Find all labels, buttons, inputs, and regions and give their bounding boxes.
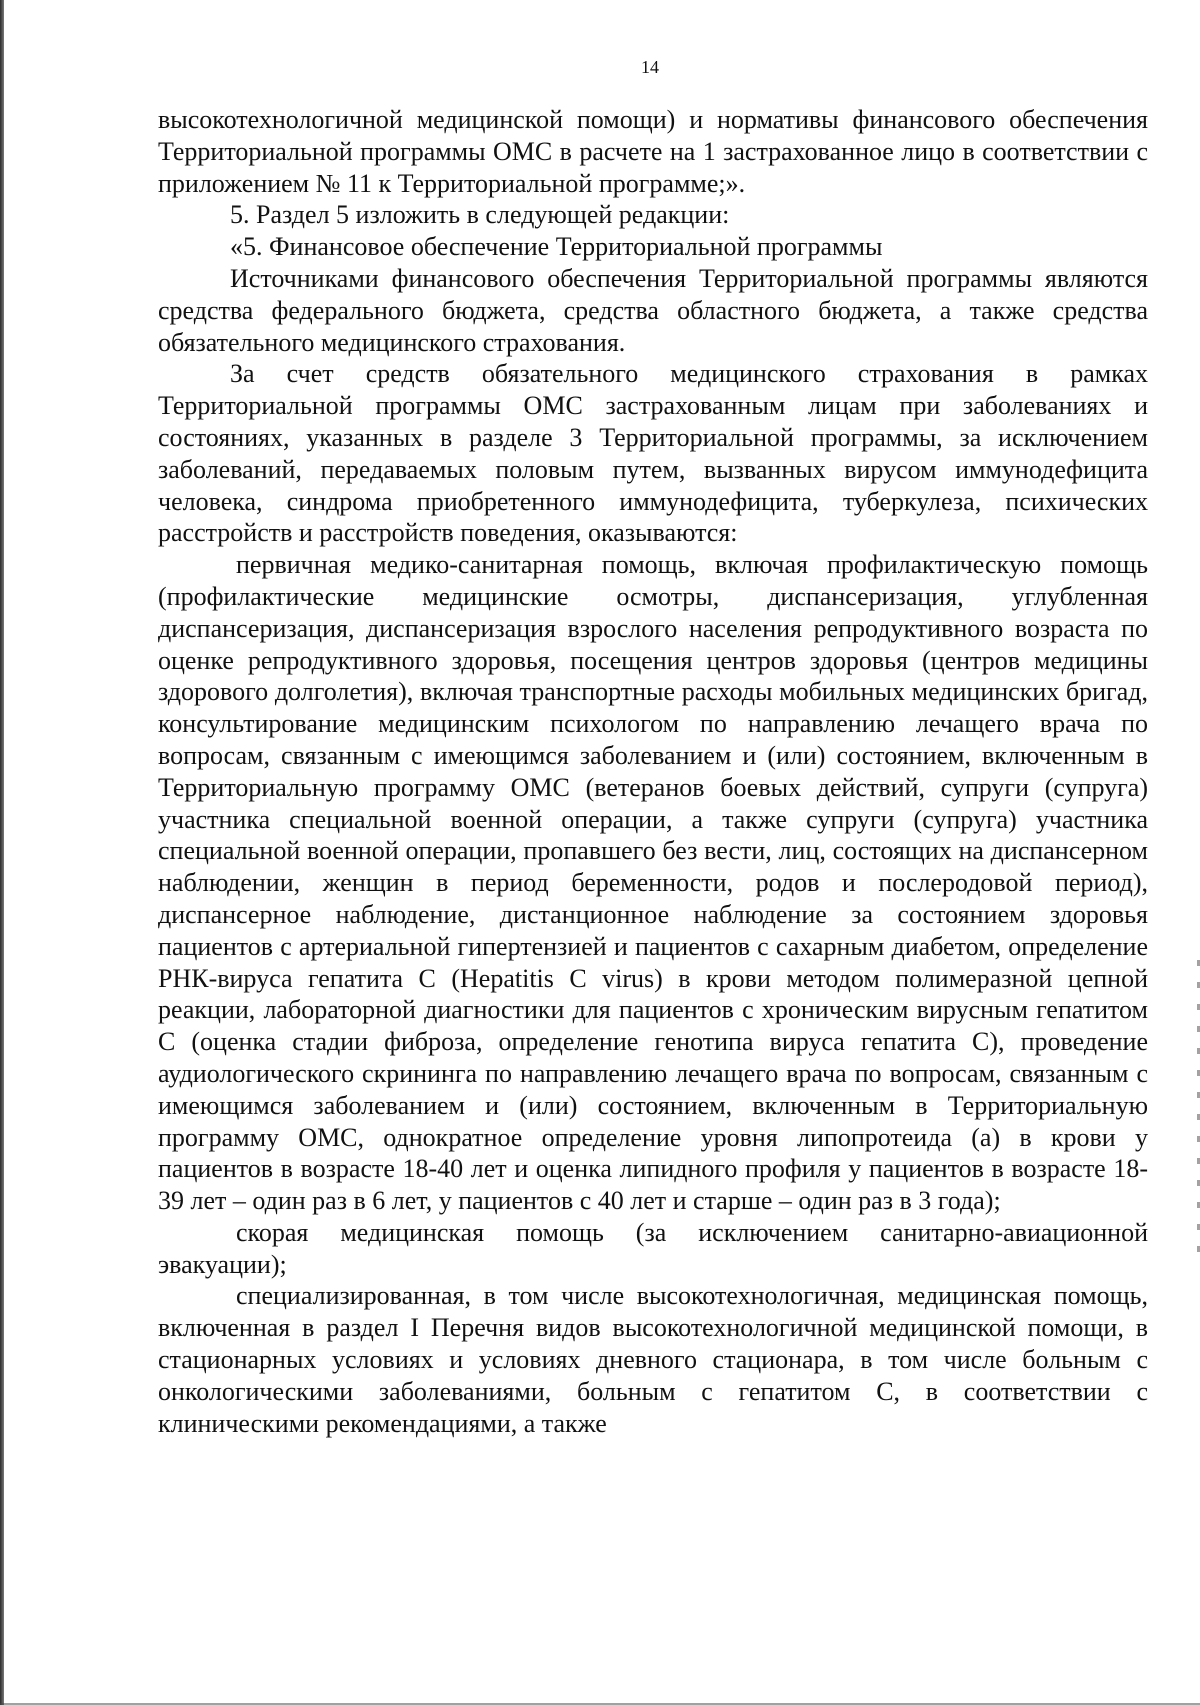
paragraph-specialized-care: специализированная, в том числе высокотехнологичная, медицинская помощь, включенная в раздел I Перечня видов высокотехнологичной медицинской помощи, в стационарных условиях и условиях дневного стационара, в том числе больным с онкологическими заболеваниями, больным с гепатитом С, в соответствии с клиническими рекомендациями, а также bbox=[158, 1281, 1148, 1438]
page-number: 14 bbox=[641, 57, 659, 77]
section-heading: «5. Финансовое обеспечение Территориальной программы bbox=[230, 232, 883, 262]
paragraph-funding-sources: Источниками финансового обеспечения Территориальной программы являются средства федерального бюджета, средства областного бюджета, а также средства обязательного медицинского страхования. bbox=[158, 263, 1148, 357]
paragraph-emergency-care: скорая медицинская помощь (за исключением санитарно-авиационной эвакуации); bbox=[158, 1217, 1148, 1279]
paragraph-continuation: высокотехнологичной медицинской помощи) и нормативы финансового обеспечения Территориальной программы ОМС в расчете на 1 застрахованное лицо в соответствии с приложением № 11 к Территориальной программе;». bbox=[158, 105, 1148, 198]
scan-edge-left bbox=[0, 0, 4, 1705]
paragraph-section-instruction: 5. Раздел 5 изложить в следующей редакции: bbox=[230, 200, 730, 230]
paragraph-oms-scope: За счет средств обязательного медицинского страхования в рамках Территориальной программы ОМС застрахованным лицам при заболеваниях и состояниях, указанных в разделе 3 Территориальной программы, за исключением заболеваний, передаваемых половым путем, вызванных вирусом иммунодефицита человека, синдрома приобретенного иммунодефицита, туберкулеза, психических расстройств и расстройств поведения, оказываются: bbox=[158, 359, 1148, 548]
document-body bbox=[158, 104, 1148, 1439]
paragraph-primary-care: первичная медико-санитарная помощь, включая профилактическую помощь (профилактические медицинские осмотры, диспансеризация, углубленная диспансеризация, диспансеризация взрослого населения репродуктивного возраста по оценке репродуктивного здоровья, посещения центров здоровья (центров медицины здорового долголетия), включая транспортные расходы мобильных медицинских бригад, консультирование медицинским психологом по направлению лечащего врача по вопросам, связанным с имеющимся заболеванием и (или) состоянием, включенным в Территориальную программу ОМС (ветеранов боевых действий, супруги (супруга) участника специальной военной операции, а также супруги (супруга) участника специальной военной операции, пропавшего без вести, лиц, состоящих на диспансерном наблюдении, женщин в период беременности, родов и послеродовой период), диспансерное наблюдение, дистанционное наблюдение за состоянием здоровья пациентов с артериальной гипертензией и пациентов с сахарным диабетом, определение РНК-вируса гепатита С (Hepatitis C virus) в крови методом полимеразной цепной реакции, лабораторной диагностики для пациентов с хроническим вирусным гепатитом С (оценка стадии фиброза, определение генотипа вируса гепатита С), проведение аудиологического скрининга по направлению лечащего врача по вопросам, связанным с имеющимся заболеванием и (или) состоянием, включенным в Территориальную программу ОМС, однократное определение уровня липопротеида (а) в крови у пациентов в возрасте 18-40 лет и оценка липидного профиля у пациентов в возрасте 18-39 лет – один раз в 6 лет, у пациентов с 40 лет и старше – один раз в 3 года); bbox=[158, 550, 1148, 1216]
